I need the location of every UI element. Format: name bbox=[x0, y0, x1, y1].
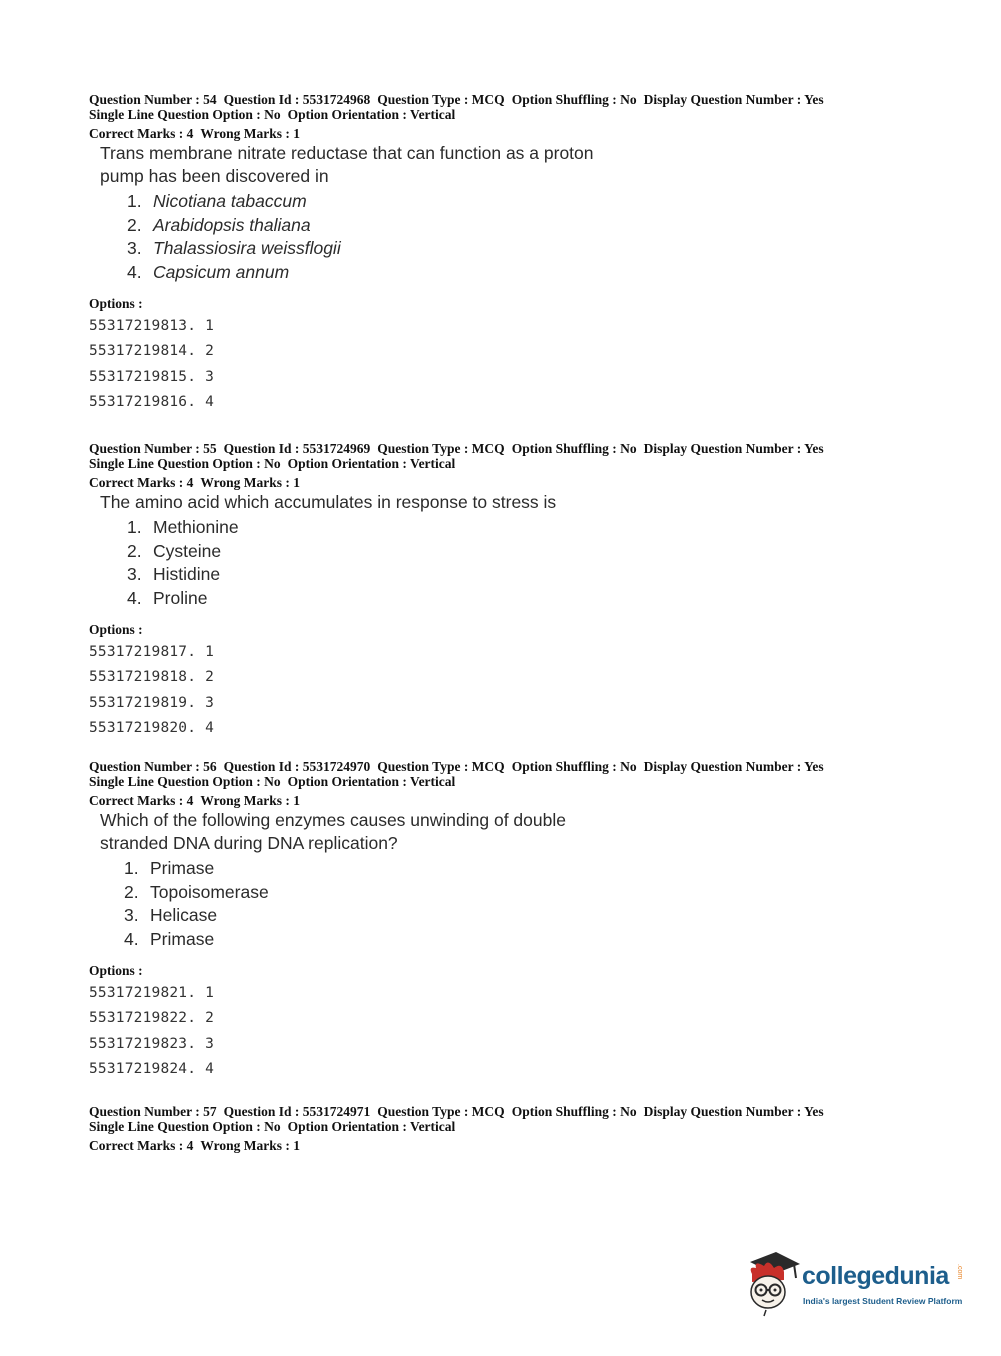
question-meta-line-1 bbox=[89, 1104, 969, 1119]
question-meta-line-1 bbox=[89, 759, 969, 774]
marks-line bbox=[89, 475, 969, 490]
choice-number: 4. bbox=[127, 587, 142, 608]
question-meta-line-2 bbox=[89, 1119, 969, 1134]
question-id: Question Id : 5531724971 bbox=[223, 1104, 371, 1119]
choice-number: 2. bbox=[124, 881, 139, 902]
choice-number: 1. bbox=[127, 517, 142, 537]
option-id-row: 55317219814. 2 bbox=[89, 343, 215, 360]
choice-number: 1. bbox=[124, 858, 139, 878]
options-label: Options : bbox=[89, 296, 143, 311]
question-56 bbox=[89, 759, 969, 1082]
choice-text: Topoisomerase bbox=[150, 881, 269, 902]
single-line-option: Single Line Question Option : No bbox=[89, 456, 281, 471]
display-question-number: Display Question Number : Yes bbox=[643, 92, 824, 107]
correct-marks: Correct Marks : 4 bbox=[89, 126, 194, 141]
choice-number: 4. bbox=[124, 928, 139, 949]
choice-text: Methionine bbox=[153, 517, 239, 537]
question-body bbox=[100, 491, 969, 610]
question-type: Question Type : MCQ bbox=[377, 441, 505, 456]
choice-text: Histidine bbox=[153, 564, 221, 584]
option-id-row: 55317219815. 3 bbox=[89, 368, 215, 385]
option-id-row: 55317219817. 1 bbox=[89, 644, 215, 660]
choice-number: 3. bbox=[127, 564, 142, 584]
single-line-option: Single Line Question Option : No bbox=[89, 774, 281, 789]
choice-number: 1. bbox=[127, 191, 142, 211]
question-number: Question Number : 55 bbox=[89, 441, 217, 456]
question-meta-line-1 bbox=[89, 441, 969, 456]
option-id-row: 55317219823. 3 bbox=[89, 1035, 215, 1052]
question-type: Question Type : MCQ bbox=[377, 1104, 505, 1119]
display-question-number: Display Question Number : Yes bbox=[643, 441, 824, 456]
choice-text: Cysteine bbox=[153, 540, 222, 561]
question-57 bbox=[89, 1104, 969, 1153]
wrong-marks: Wrong Marks : 1 bbox=[200, 475, 300, 490]
choice-item bbox=[127, 587, 969, 611]
choice-item bbox=[127, 190, 969, 214]
question-id: Question Id : 5531724970 bbox=[223, 759, 371, 774]
option-shuffling: Option Shuffling : No bbox=[511, 1104, 637, 1119]
option-orientation: Option Orientation : Vertical bbox=[287, 1119, 456, 1134]
logo-suffix: .com bbox=[956, 1264, 963, 1280]
option-id-row: 55317219813. 1 bbox=[89, 318, 215, 334]
correct-marks: Correct Marks : 4 bbox=[89, 475, 194, 490]
choice-text: Primase bbox=[150, 928, 215, 949]
question-body bbox=[100, 809, 969, 951]
options-list bbox=[89, 981, 969, 1082]
choice-item bbox=[127, 237, 969, 261]
question-id: Question Id : 5531724969 bbox=[223, 441, 371, 456]
question-type: Question Type : MCQ bbox=[377, 759, 505, 774]
option-orientation: Option Orientation : Vertical bbox=[287, 456, 456, 471]
option-id-row: 55317219818. 2 bbox=[89, 669, 215, 686]
choice-number: 2. bbox=[127, 540, 142, 561]
option-shuffling: Option Shuffling : No bbox=[511, 441, 637, 456]
choice-list bbox=[127, 190, 969, 284]
choice-text: Capsicum annum bbox=[153, 261, 290, 282]
option-id-row: 55317219822. 2 bbox=[89, 1010, 215, 1027]
choice-text: Thalassiosira weissflogii bbox=[153, 238, 341, 258]
choice-number: 3. bbox=[124, 905, 139, 925]
choice-item bbox=[127, 563, 969, 587]
choice-text: Helicase bbox=[150, 905, 218, 925]
question-number: Question Number : 56 bbox=[89, 759, 217, 774]
question-55 bbox=[89, 441, 969, 741]
option-id-row: 55317219821. 1 bbox=[89, 985, 215, 1001]
choice-text: Arabidopsis thaliana bbox=[153, 214, 311, 235]
question-text-line: The amino acid which accumulates in response to stress is bbox=[100, 492, 557, 512]
question-meta-line-2 bbox=[89, 774, 969, 789]
option-orientation: Option Orientation : Vertical bbox=[287, 107, 456, 122]
choice-text: Primase bbox=[150, 858, 215, 878]
display-question-number: Display Question Number : Yes bbox=[643, 1104, 824, 1119]
mascot-icon bbox=[742, 1248, 802, 1318]
choice-item bbox=[127, 214, 969, 238]
question-id: Question Id : 5531724968 bbox=[223, 92, 371, 107]
options-label: Options : bbox=[89, 963, 143, 978]
choice-number: 4. bbox=[127, 261, 142, 282]
question-meta-line-1 bbox=[89, 92, 969, 107]
collegedunia-logo[interactable] bbox=[742, 1248, 972, 1318]
question-type: Question Type : MCQ bbox=[377, 92, 505, 107]
question-text-line: pump has been discovered in bbox=[100, 166, 329, 186]
question-meta-line-2 bbox=[89, 107, 969, 122]
question-text-line: Which of the following enzymes causes unwinding of double bbox=[100, 810, 566, 830]
choice-number: 3. bbox=[127, 238, 142, 258]
choice-item bbox=[127, 516, 969, 540]
marks-line bbox=[89, 126, 969, 141]
marks-line bbox=[89, 1138, 969, 1153]
display-question-number: Display Question Number : Yes bbox=[643, 759, 824, 774]
logo-wordmark: collegedunia bbox=[802, 1262, 949, 1290]
correct-marks: Correct Marks : 4 bbox=[89, 1138, 194, 1153]
choice-list bbox=[127, 516, 969, 610]
option-id-row: 55317219816. 4 bbox=[89, 393, 215, 410]
question-54 bbox=[89, 92, 969, 415]
question-number: Question Number : 54 bbox=[89, 92, 217, 107]
single-line-option: Single Line Question Option : No bbox=[89, 1119, 281, 1134]
logo-tagline: India's largest Student Review Platform bbox=[803, 1296, 963, 1306]
options-list bbox=[89, 314, 969, 415]
option-id-row: 55317219820. 4 bbox=[89, 719, 215, 736]
choice-text: Nicotiana tabaccum bbox=[153, 191, 307, 211]
question-text-line: Trans membrane nitrate reductase that can function as a proton bbox=[100, 143, 594, 163]
question-number: Question Number : 57 bbox=[89, 1104, 217, 1119]
option-id-row: 55317219819. 3 bbox=[89, 694, 215, 711]
option-shuffling: Option Shuffling : No bbox=[511, 92, 637, 107]
choice-item bbox=[124, 881, 969, 905]
wrong-marks: Wrong Marks : 1 bbox=[200, 1138, 300, 1153]
option-orientation: Option Orientation : Vertical bbox=[287, 774, 456, 789]
question-text-line: stranded DNA during DNA replication? bbox=[100, 833, 398, 853]
choice-item bbox=[124, 857, 969, 881]
choice-item bbox=[127, 540, 969, 564]
options-label: Options : bbox=[89, 622, 143, 637]
marks-line bbox=[89, 793, 969, 808]
correct-marks: Correct Marks : 4 bbox=[89, 793, 194, 808]
single-line-option: Single Line Question Option : No bbox=[89, 107, 281, 122]
options-list bbox=[89, 640, 969, 741]
choice-item bbox=[124, 928, 969, 952]
question-meta-line-2 bbox=[89, 456, 969, 471]
wrong-marks: Wrong Marks : 1 bbox=[200, 793, 300, 808]
choice-text: Proline bbox=[153, 587, 208, 608]
choice-list bbox=[124, 857, 969, 951]
choice-item bbox=[127, 261, 969, 285]
question-body bbox=[100, 142, 969, 284]
option-shuffling: Option Shuffling : No bbox=[511, 759, 637, 774]
wrong-marks: Wrong Marks : 1 bbox=[200, 126, 300, 141]
option-id-row: 55317219824. 4 bbox=[89, 1060, 215, 1077]
choice-number: 2. bbox=[127, 214, 142, 235]
choice-item bbox=[124, 904, 969, 928]
